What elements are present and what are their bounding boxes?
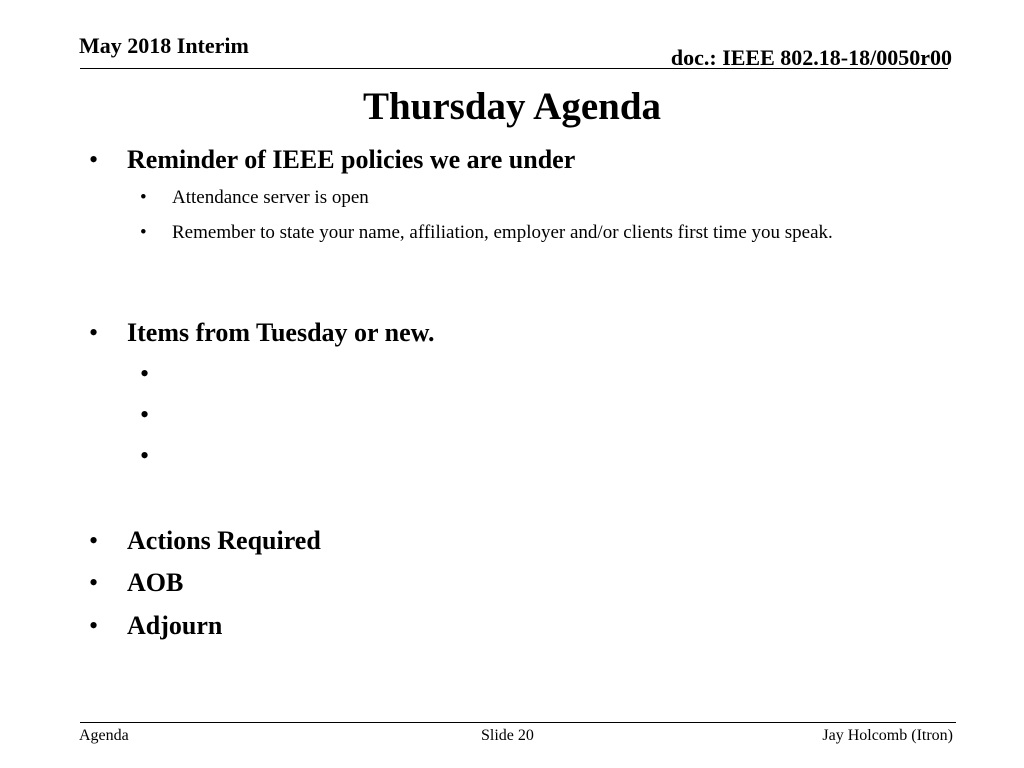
bullet-icon: • bbox=[89, 318, 99, 347]
bullet-icon: • bbox=[140, 222, 147, 243]
subitem-attendance: Attendance server is open bbox=[172, 187, 369, 208]
agenda-item-actions-required: Actions Required bbox=[127, 526, 321, 555]
bullet-icon: • bbox=[140, 441, 150, 470]
footer-divider bbox=[80, 722, 956, 723]
bullet-icon: • bbox=[89, 568, 99, 597]
agenda-item-items-from-tuesday: Items from Tuesday or new. bbox=[127, 318, 435, 347]
footer-topic: Agenda bbox=[79, 727, 129, 744]
footer-author: Jay Holcomb (Itron) bbox=[822, 727, 953, 744]
slide-title: Thursday Agenda bbox=[362, 85, 662, 128]
bullet-icon: • bbox=[140, 359, 150, 388]
bullet-icon: • bbox=[89, 145, 99, 174]
header-meeting-label: May 2018 Interim bbox=[79, 33, 249, 58]
agenda-item-policies: Reminder of IEEE policies we are under bbox=[127, 145, 576, 174]
header-divider bbox=[80, 68, 948, 69]
slide-number: Slide 20 bbox=[481, 727, 534, 744]
bullet-icon: • bbox=[140, 400, 150, 429]
agenda-item-aob: AOB bbox=[127, 568, 184, 597]
bullet-icon: • bbox=[140, 187, 147, 208]
bullet-icon: • bbox=[89, 611, 99, 640]
bullet-icon: • bbox=[89, 526, 99, 555]
agenda-item-adjourn: Adjourn bbox=[127, 611, 223, 640]
header-doc-id: doc.: IEEE 802.18-18/0050r00 bbox=[670, 45, 952, 70]
subitem-state-name: Remember to state your name, affiliation, employer and/or clients first time you speak. bbox=[172, 222, 833, 243]
